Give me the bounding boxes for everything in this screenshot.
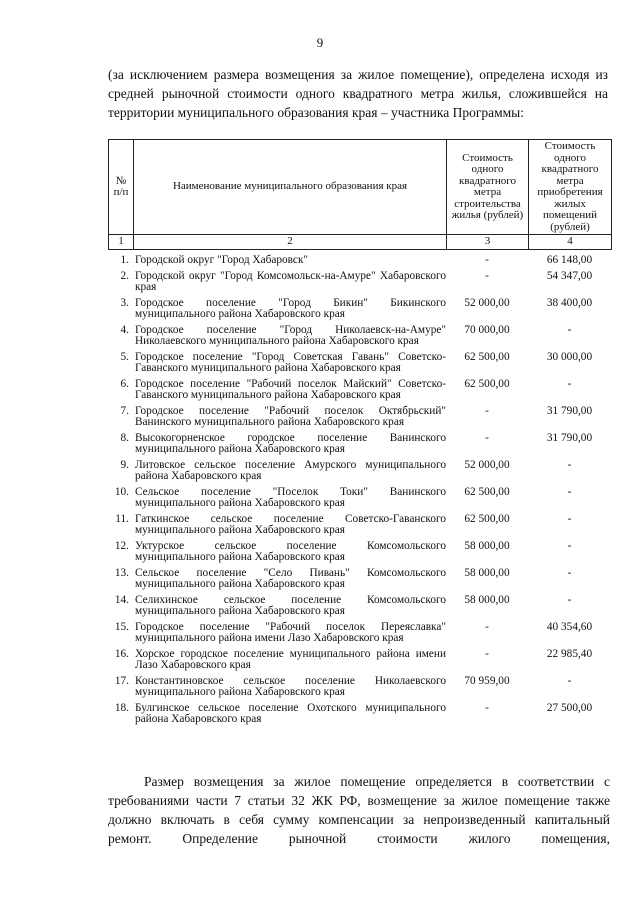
table-row [108,703,611,730]
table-row [108,271,611,298]
cost-buy-value: 40 354,60 [546,620,593,633]
cost-buy-value: - [567,512,572,525]
cost-buy-value: 66 148,00 [546,254,593,266]
municipality-name: Высокогорненское городское поселение Ванинского муниципального района Хабаровского края [135,431,446,455]
table-row [108,406,611,433]
cost-build-value: - [485,620,489,633]
table-row [108,676,611,703]
row-number: 6. [120,377,129,390]
cost-build-value: - [485,404,489,417]
header-cost-build: Стоимость одного квадратного метра строительства жилья (рублей) [447,140,529,235]
cost-build-value: - [485,647,489,660]
cost-build-value: - [485,269,489,282]
cost-build-value: 62 500,00 [464,350,510,363]
row-number: 5. [120,350,129,363]
cost-buy-value: - [567,539,572,552]
row-number: 15. [114,620,129,633]
cost-buy-value: 31 790,00 [546,431,593,444]
table-row [108,622,611,649]
municipality-name: Городское поселение "Город Бикин" Бикинского муниципального района Хабаровского края [135,296,446,320]
row-number: 17. [114,674,129,687]
cost-build-value: - [485,701,489,714]
cost-build-value: 58 000,00 [464,566,510,579]
intro-paragraph: (за исключением размера возмещения за жилое помещение), определена исходя из средней рыночной стоимости одного квадратного метра жилья, сложившейся на территории муниципального образования края – участника Программы: [108,67,608,120]
municipality-name: Сельское поселение "Село Пивань" Комсомольского муниципального района Хабаровского края [135,566,446,590]
cost-buy-value: - [567,674,572,687]
cost-build-value: 58 000,00 [464,539,510,552]
cost-build-value: 62 500,00 [464,512,510,525]
cost-buy-value: 54 347,00 [546,269,593,282]
row-number: 2. [120,269,129,282]
closing-text: Размер возмещения за жилое помещение определяется в соответствии с требованиями части 7 статьи 32 ЖК РФ, возмещение за жилое помещение также должно включать в себя сумму компенсации за непроизведенный капитальный ремонт. Определение рыночной стоимости жилого помещения, [108,774,610,846]
cost-build-value: 52 000,00 [464,458,510,471]
row-number: 16. [114,647,129,660]
cost-build-value: 62 500,00 [464,377,510,390]
table-row [108,379,611,406]
cost-buy-value: 38 400,00 [546,296,593,309]
table-row [108,255,611,271]
table-row [108,325,611,352]
cost-buy-value: - [567,377,572,390]
municipality-name: Константиновское сельское поселение Николаевского муниципального района Хабаровского края [135,674,446,698]
municipality-name: Городское поселение "Рабочий поселок Переяславка" муниципального района имени Лазо Хабаровского края [135,620,446,644]
table-row [108,595,611,622]
cost-buy-value: - [567,323,572,336]
municipality-name: Хорское городское поселение муниципального района имени Лазо Хабаровского края [135,647,446,671]
cost-build-value: - [485,254,489,266]
table-row [108,352,611,379]
municipality-name: Городское поселение "Город Николаевск-на-Амуре" Николаевского муниципального района Хабаровского края [135,323,446,347]
row-number: 14. [114,593,129,606]
header-name: Наименование муниципального образования края [134,140,447,235]
table-row [108,541,611,568]
municipality-name: Городское поселение "Город Советская Гавань" Советско-Гаванского муниципального района Хабаровского края [135,350,446,374]
row-number: 10. [114,485,129,498]
table-header [108,139,612,250]
municipality-name: Гаткинское сельское поселение Советско-Гаванского муниципального района Хабаровского края [135,512,446,536]
municipality-name: Городское поселение "Рабочий поселок Майский" Советско-Гаванского муниципального района Хабаровского края [135,377,446,401]
municipality-name: Городской округ "Город Комсомольск-на-Амуре" Хабаровского края [135,269,446,293]
column-number-1: 1 [109,235,134,250]
table-row [108,568,611,595]
municipality-name: Городское поселение "Рабочий поселок Октябрьский" Ванинского муниципального района Хабаровского края [135,404,446,428]
cost-buy-value: - [567,566,572,579]
header-no: № п/п [109,140,134,235]
row-number: 13. [114,566,129,579]
closing-paragraph [108,772,610,848]
cost-buy-value: 27 500,00 [546,701,593,714]
cost-build-value: 70 959,00 [464,674,510,687]
table-row [108,298,611,325]
header-cost-buy: Стоимость одного квадратного метра приобретения жилых помещений (рублей) [529,140,612,235]
table-row [108,487,611,514]
cost-buy-value: - [567,593,572,606]
municipality-name: Литовское сельское поселение Амурского муниципального района Хабаровского края [135,458,446,482]
row-number: 11. [115,512,129,525]
municipality-name: Городской округ "Город Хабаровск" [135,254,309,266]
page-number: 9 [316,35,324,50]
table-body [108,255,611,730]
row-number: 7. [120,404,129,417]
table-row [108,649,611,676]
row-number: 1. [120,254,129,266]
cost-buy-value: 30 000,00 [546,350,593,363]
municipality-name: Селихинское сельское поселение Комсомольского муниципального района Хабаровского края [135,593,446,617]
cost-buy-value: - [567,485,572,498]
municipality-name: Уктурское сельское поселение Комсомольского муниципального района Хабаровского края [135,539,446,563]
municipality-name: Булгинское сельское поселение Охотского муниципального района Хабаровского края [135,701,446,725]
row-number: 8. [120,431,129,444]
row-number: 9. [120,458,129,471]
municipality-name: Сельское поселение "Поселок Токи" Ванинского муниципального района Хабаровского края [135,485,446,509]
cost-build-value: 62 500,00 [464,485,510,498]
cost-build-value: - [485,431,489,444]
row-number: 12. [114,539,129,552]
row-number: 3. [120,296,129,309]
table-row [108,433,611,460]
column-number-4: 4 [529,235,612,250]
column-number-2: 2 [134,235,447,250]
cost-buy-value: 31 790,00 [546,404,593,417]
cost-build-value: 52 000,00 [464,296,510,309]
row-number: 4. [120,323,129,336]
cost-buy-value: - [567,458,572,471]
column-number-3: 3 [447,235,529,250]
table-row [108,460,611,487]
cost-build-value: 58 000,00 [464,593,510,606]
cost-build-value: 70 000,00 [464,323,510,336]
municipalities-table [108,139,611,730]
table-row [108,514,611,541]
row-number: 18. [114,701,129,714]
cost-buy-value: 22 985,40 [546,647,593,660]
